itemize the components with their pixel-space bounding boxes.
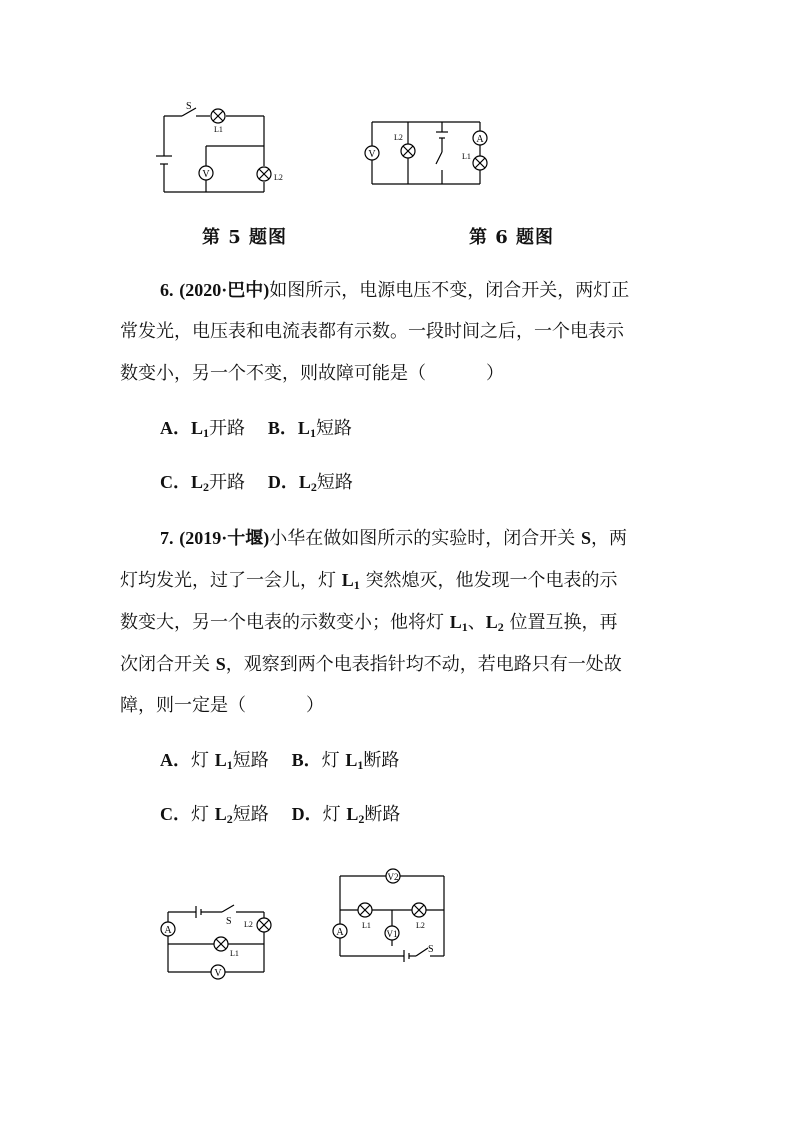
q6-text-3-end: ） xyxy=(486,363,504,384)
lamp-l1-label: L1 xyxy=(214,125,223,134)
switch-blade xyxy=(416,948,428,956)
ammeter-label: A xyxy=(164,925,172,936)
lamp-l1-icon xyxy=(358,903,372,917)
lamp-l2-icon xyxy=(401,144,415,158)
q6-option-c[interactable]: C．$L_2$开路 xyxy=(160,472,246,494)
switch-label: S xyxy=(428,944,434,955)
lamp-l2-label: L2 xyxy=(244,920,253,929)
q7-line-5: 障，则一定是（ ） xyxy=(120,695,324,716)
q6-option-d[interactable]: D．$L_2$短路 xyxy=(267,472,353,494)
q7-line-3: 数变大，另一个电表的示数变小；他将灯 $L_1$、$L_2$ 位置互换，再 xyxy=(120,612,618,634)
q6-text-1: 如图所示，电源电压不变，闭合开关，两灯正 xyxy=(269,280,630,301)
q7-source: (2019·十堰) xyxy=(179,528,270,548)
voltmeter-v1-label: V1 xyxy=(386,929,398,939)
lamp-l2-icon xyxy=(412,903,426,917)
q6-options-row-1 xyxy=(160,416,352,441)
q7-option-c[interactable]: C．灯 $L_2$短路 xyxy=(160,804,269,826)
q6-number: 6. xyxy=(160,280,174,300)
q6-line-3 xyxy=(120,362,504,386)
switch-label: S xyxy=(226,916,232,927)
q7-line-1: 7. (2019·十堰)小华在做如图所示的实验时，闭合开关 S，两 xyxy=(160,528,627,549)
lamp-l1-label: L1 xyxy=(230,949,239,958)
lamp-l1-icon xyxy=(473,156,487,170)
figure-6-caption: 第 6 题图 xyxy=(469,227,555,248)
q7-options-row-1 xyxy=(160,748,399,773)
lamp-l1-icon xyxy=(211,109,225,123)
q7-number: 7. xyxy=(160,528,174,548)
q7-option-d[interactable]: D．灯 $L_2$断路 xyxy=(291,804,401,826)
q7-line-2: 灯均发光，过了一会儿，灯 $L_1$ 突然熄灭，他发现一个电表的示 xyxy=(120,570,618,592)
figure-7a-circuit xyxy=(154,902,284,988)
voltmeter-v2-label: V2 xyxy=(387,872,399,882)
voltmeter-label: V xyxy=(202,169,210,180)
switch-label: S xyxy=(186,101,192,112)
q6-line-2: 常发光，电压表和电流表都有示数。一段时间之后，一个电表示 xyxy=(120,321,624,342)
lamp-l2-icon xyxy=(257,918,271,932)
q7-option-b[interactable]: B．灯 $L_1$断路 xyxy=(291,750,400,772)
figure-7b-circuit xyxy=(324,862,454,966)
q7-line-4: 次闭合开关 S，观察到两个电表指针均不动，若电路只有一处故 xyxy=(120,654,622,675)
lamp-l1-label: L1 xyxy=(362,921,371,930)
figure-6-circuit xyxy=(358,114,494,190)
q6-option-b[interactable]: B．$L_1$短路 xyxy=(267,418,352,440)
q6-option-a[interactable]: A．$L_1$开路 xyxy=(160,418,246,440)
switch-blade xyxy=(222,905,234,912)
lamp-l2-label: L2 xyxy=(416,921,425,930)
ammeter-label: A xyxy=(336,927,344,938)
ammeter-label: A xyxy=(476,134,484,145)
q6-options-row-2 xyxy=(160,470,353,495)
lamp-l1-icon xyxy=(214,937,228,951)
lamp-l1-label: L1 xyxy=(462,152,471,161)
q6-text-3: 数变小，另一个不变，则故障可能是（ xyxy=(120,363,426,384)
q7-option-a[interactable]: A．灯 $L_1$短路 xyxy=(160,750,269,772)
lamp-l2-label: L2 xyxy=(274,173,283,182)
switch-blade xyxy=(436,152,442,164)
figure-5-circuit xyxy=(150,96,290,200)
lamp-l2-icon xyxy=(257,167,271,181)
voltmeter-label: V xyxy=(214,968,222,979)
q6-source: (2020·巴中) xyxy=(179,280,270,300)
lamp-l2-label: L2 xyxy=(394,133,403,142)
figure-5-caption: 第 5 题图 xyxy=(202,227,288,248)
q7-options-row-2 xyxy=(160,802,400,827)
q6-line-1 xyxy=(160,278,629,303)
voltmeter-label: V xyxy=(368,149,376,160)
